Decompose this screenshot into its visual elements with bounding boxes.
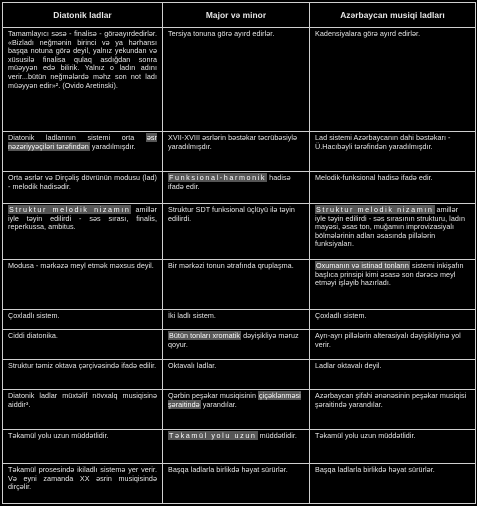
highlighted-text: Bütün tonları xromatik: [169, 331, 241, 340]
table-header-row: [3, 3, 476, 28]
cell-text: sistemi inkişafın başlıca prinsipi kimi əsasə son dərəcə meyl etməyi işləyib hazırladı.: [315, 261, 464, 288]
cell-text: Lad sistemi Azərbaycanın dahi bəstəkarı - Ü.Hacıbəyli tərəfindən yaradılmışdır.: [315, 133, 451, 151]
cell: [3, 172, 163, 204]
cell: [163, 132, 310, 172]
cell: [3, 260, 163, 310]
highlighted-text: Struktur melodik nizamın: [316, 205, 434, 214]
cell: [163, 430, 310, 464]
cell-text: Qərbin peşəkar musiqisinin: [168, 391, 259, 400]
cell-text: Struktur SDT funksional üçlüyü ilə təyin edilirdi.: [168, 205, 295, 223]
cell: [3, 310, 163, 330]
table-row: [3, 28, 476, 132]
table-row: [3, 204, 476, 260]
cell-text: Ayrı-ayrı pillələrin alterasiyalı dəyişikliyinə yol verir.: [315, 331, 461, 349]
table-row: [3, 390, 476, 430]
cell: [310, 132, 476, 172]
cell: [3, 430, 163, 464]
cell-text: Çoxladlı sistem.: [315, 311, 367, 320]
highlighted-text: Struktur melodik nizamın: [9, 205, 131, 214]
cell-text: yarandılar.: [200, 399, 237, 409]
table-row: [3, 310, 476, 330]
cell-text: Tersiya tonuna görə ayırd edirlər.: [168, 29, 275, 38]
cell: [3, 28, 163, 132]
cell-text: Təkamül prosesində ikiladlı sistemə yer verir. Və eyni zamanda XX əsrin musiqisində dirçəlir.: [8, 465, 157, 492]
cell-text: Diatonik ladlarının sistemi orta: [8, 133, 146, 142]
cell: [3, 132, 163, 172]
cell-text: Başqa ladlarla birlikdə həyat sürürlər.: [315, 465, 435, 474]
cell: [3, 390, 163, 430]
cell: [163, 310, 310, 330]
cell: [163, 360, 310, 390]
table-row: [3, 172, 476, 204]
cell: [310, 204, 476, 260]
cell: [163, 390, 310, 430]
cell: [163, 330, 310, 360]
table-row: [3, 430, 476, 464]
cell-text: İki ladlı sistem.: [168, 311, 216, 320]
cell: [163, 260, 310, 310]
header-diatonic: Diatonik ladlar: [3, 3, 163, 28]
cell-text: Azərbaycan şifahi ənənəsinin peşəkar musiqisi şəraitində yarandılar.: [315, 391, 467, 409]
cell-text: Diatonik ladlar müxtəlif növxalq musiqisinə aiddir³.: [8, 391, 157, 409]
cell-text: Orta əsrlər və Dirçəliş dövrünün modusu (lad) - melodik hadisədir.: [8, 173, 157, 191]
cell: [310, 464, 476, 504]
cell-text: Oktavalı ladlar.: [168, 361, 217, 370]
cell-text: Çoxladlı sistem.: [8, 311, 60, 320]
cell: [310, 360, 476, 390]
cell: [310, 430, 476, 464]
highlighted-text: çiçəklənməsi şəraitində: [168, 391, 301, 409]
highlighted-text: Funksional-harmonik: [169, 173, 267, 182]
cell-text: Struktur təmiz oktava çərçivəsində ifadə edilir.: [8, 361, 157, 370]
header-azerbaijani: Azərbaycan musiqi ladları: [310, 3, 476, 28]
cell: [163, 172, 310, 204]
cell-text: hadisə ifadə edir.: [168, 173, 291, 191]
cell: [3, 360, 163, 390]
cell: [163, 464, 310, 504]
cell-text: Tamamlayıcı səsə - finalisə - görəayırdedirlər. «Bizladı neğmənin birinci və ya hərhansı başqa notuna görə deyil, yalnız yekundan və xüsusilə finalisa qulaq asdığdan sonra müəyyən edə bilirik. Yalnız o ladın adını verir...bütün neğmələrdə məhz son not ladı müəyyən edir»². (Ovido Aretinski).: [8, 29, 157, 90]
cell: [310, 260, 476, 310]
header-major-minor: Major və minor: [163, 3, 310, 28]
table-row: [3, 464, 476, 504]
highlighted-text: əsr nəzəriyyəçiləri tərəfindən: [8, 133, 157, 151]
highlighted-text: Təkamül yolu uzun: [169, 431, 257, 440]
cell: [3, 330, 163, 360]
cell: [310, 390, 476, 430]
cell-text: müddətlidir.: [257, 431, 297, 440]
cell-text: Modusa - mərkəzə meyl etmək məxsus deyil.: [8, 261, 154, 270]
cell-text: Kadensiyalara görə ayırd edirlər.: [315, 29, 421, 38]
cell-text: Təkamül yolu uzun müddətlidir.: [315, 431, 416, 440]
cell-text: Təkamül yolu uzun müddətlidir.: [8, 431, 109, 440]
cell: [310, 330, 476, 360]
cell: [310, 28, 476, 132]
cell-text: Melodik-funksional hadisə ifadə edir.: [315, 173, 433, 182]
highlighted-text: Oxumanın və istinad tonların: [316, 261, 409, 270]
cell-text: amillər iyle təyin edilirdi - səs sırası, finalis, reperkussa, ambitus.: [8, 205, 157, 232]
cell-text: amillər iyle təyin edilirdi - səs sırasının strukturu, ladın mayəsi, əsas ton, muğamın improvizasiyalı bölmələrinin adları əsasında pillələrin funksiyaları.: [315, 205, 466, 249]
cell: [3, 204, 163, 260]
cell-text: Ciddi diatonika.: [8, 331, 58, 340]
table-row: [3, 330, 476, 360]
cell-text: yaradılmışdır.: [89, 141, 136, 151]
cell-text: Başqa ladlarla birlikdə həyat sürürlər.: [168, 465, 288, 474]
cell: [310, 172, 476, 204]
cell: [163, 204, 310, 260]
comparison-table: [2, 2, 476, 504]
cell-text: Ladlar oktavalı deyil.: [315, 361, 382, 370]
table-row: [3, 132, 476, 172]
cell: [310, 310, 476, 330]
cell: [3, 464, 163, 504]
cell-text: XVII-XVIII əsrlərin bəstəkar təcrübəsiylə yaradılmışdır.: [168, 133, 298, 151]
cell-text: Bir mərkəzi tonun ətrafında qruplaşma.: [168, 261, 294, 270]
cell-text: dəyişikliyə məruz qoyur.: [168, 331, 299, 349]
table-row: [3, 360, 476, 390]
cell: [163, 28, 310, 132]
table-row: [3, 260, 476, 310]
